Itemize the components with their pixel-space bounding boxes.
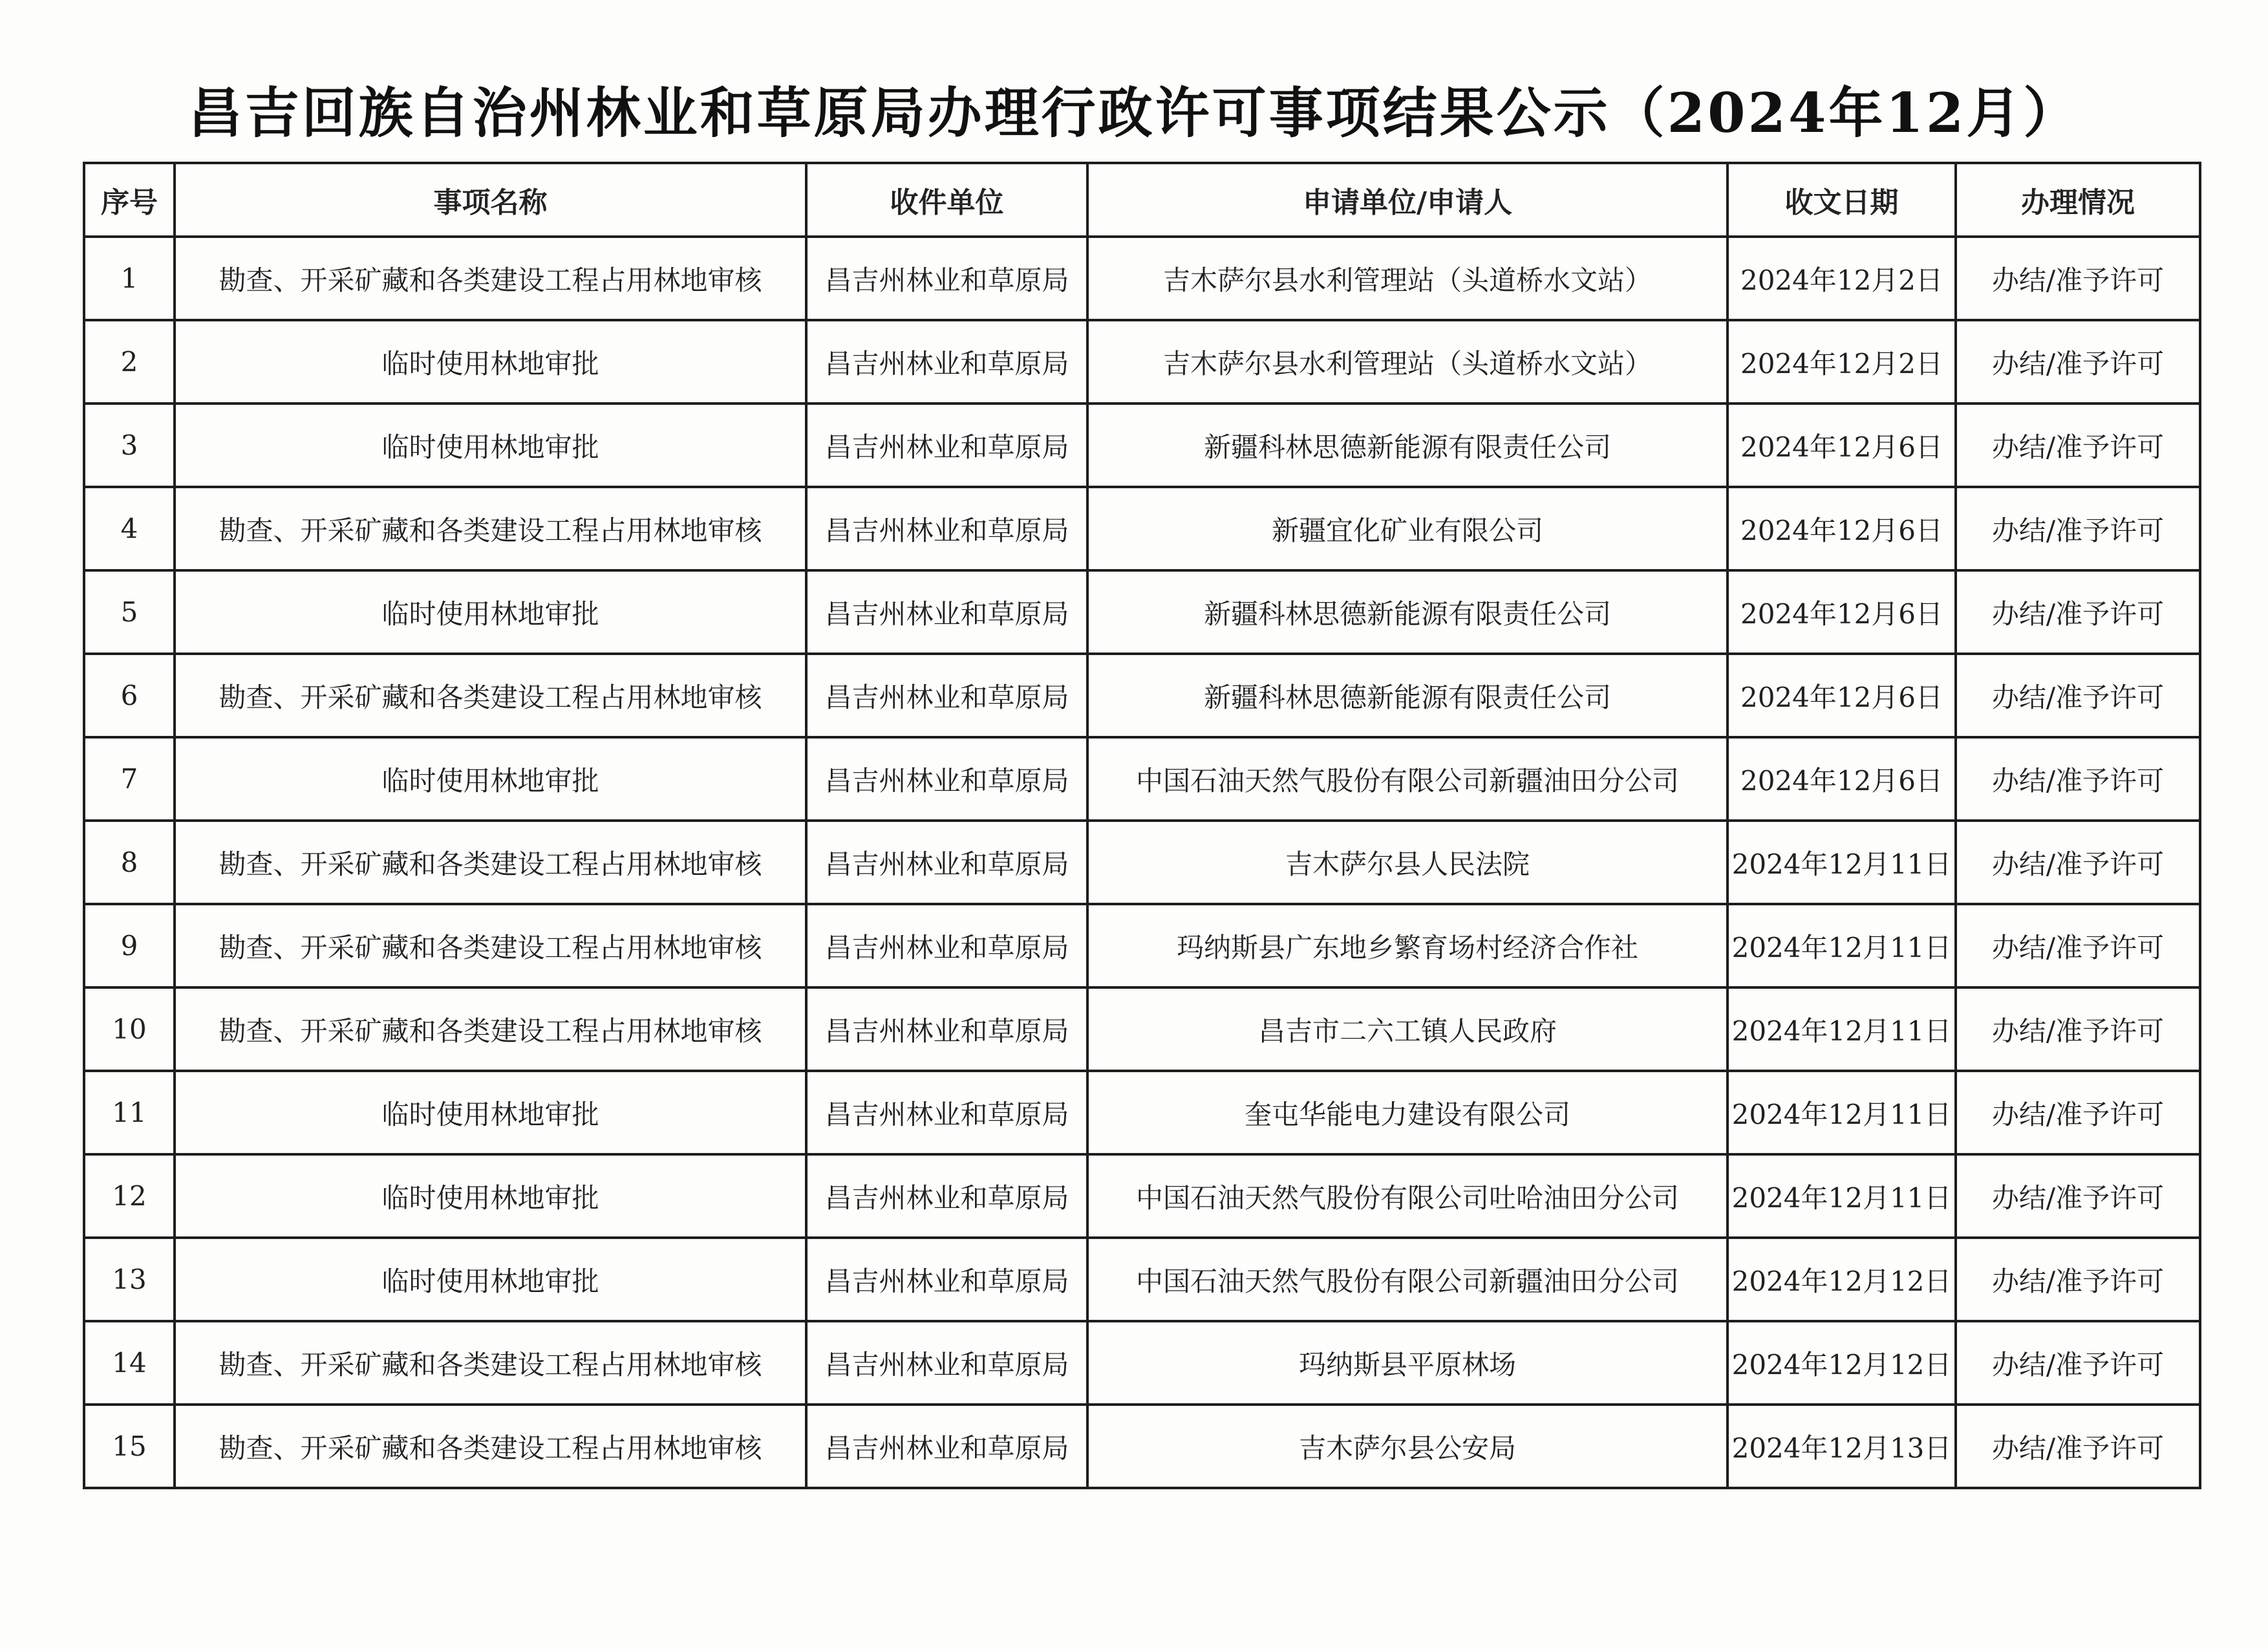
table-body [84, 237, 2200, 1488]
cell-receiver: 昌吉州林业和草原局 [806, 1154, 1087, 1238]
cell-date: 2024年12月6日 [1728, 570, 1956, 654]
table-row [84, 1071, 2200, 1154]
cell-status: 办结/准予许可 [1956, 320, 2200, 404]
cell-seq: 4 [84, 487, 175, 570]
cell-seq: 6 [84, 654, 175, 737]
cell-status: 办结/准予许可 [1956, 487, 2200, 570]
header-applicant: 申请单位/申请人 [1087, 163, 1728, 237]
cell-item-name: 临时使用林地审批 [175, 404, 806, 487]
cell-item-name: 勘查、开采矿藏和各类建设工程占用林地审核 [175, 1321, 806, 1405]
cell-applicant: 玛纳斯县广东地乡繁育场村经济合作社 [1087, 904, 1728, 987]
cell-seq: 13 [84, 1238, 175, 1321]
cell-receiver: 昌吉州林业和草原局 [806, 1321, 1087, 1405]
cell-date: 2024年12月6日 [1728, 487, 1956, 570]
header-item-name: 事项名称 [175, 163, 806, 237]
document-title: 昌吉回族自治州林业和草原局办理行政许可事项结果公示（2024年12月） [187, 81, 2081, 145]
cell-item-name: 勘查、开采矿藏和各类建设工程占用林地审核 [175, 487, 806, 570]
table-row [84, 404, 2200, 487]
cell-receiver: 昌吉州林业和草原局 [806, 1071, 1087, 1154]
cell-applicant: 吉木萨尔县公安局 [1087, 1405, 1728, 1488]
cell-receiver: 昌吉州林业和草原局 [806, 904, 1087, 987]
cell-date: 2024年12月12日 [1728, 1238, 1956, 1321]
cell-applicant: 中国石油天然气股份有限公司新疆油田分公司 [1087, 737, 1728, 821]
cell-applicant: 昌吉市二六工镇人民政府 [1087, 987, 1728, 1071]
table-row [84, 320, 2200, 404]
cell-receiver: 昌吉州林业和草原局 [806, 320, 1087, 404]
cell-item-name: 临时使用林地审批 [175, 570, 806, 654]
cell-applicant: 新疆科林思德新能源有限责任公司 [1087, 570, 1728, 654]
header-seq: 序号 [84, 163, 175, 237]
cell-applicant: 吉木萨尔县水利管理站（头道桥水文站） [1087, 237, 1728, 320]
cell-status: 办结/准予许可 [1956, 1321, 2200, 1405]
table-row [84, 487, 2200, 570]
cell-seq: 15 [84, 1405, 175, 1488]
table-row [84, 1405, 2200, 1488]
cell-seq: 5 [84, 570, 175, 654]
cell-item-name: 勘查、开采矿藏和各类建设工程占用林地审核 [175, 654, 806, 737]
cell-date: 2024年12月11日 [1728, 1071, 1956, 1154]
cell-applicant: 中国石油天然气股份有限公司新疆油田分公司 [1087, 1238, 1728, 1321]
cell-seq: 11 [84, 1071, 175, 1154]
cell-date: 2024年12月11日 [1728, 987, 1956, 1071]
cell-date: 2024年12月11日 [1728, 904, 1956, 987]
table-row [84, 737, 2200, 821]
cell-date: 2024年12月6日 [1728, 654, 1956, 737]
cell-status: 办结/准予许可 [1956, 737, 2200, 821]
header-status: 办理情况 [1956, 163, 2200, 237]
cell-receiver: 昌吉州林业和草原局 [806, 237, 1087, 320]
cell-item-name: 勘查、开采矿藏和各类建设工程占用林地审核 [175, 1405, 806, 1488]
cell-applicant: 奎屯华能电力建设有限公司 [1087, 1071, 1728, 1154]
cell-date: 2024年12月11日 [1728, 821, 1956, 904]
cell-applicant: 新疆科林思德新能源有限责任公司 [1087, 404, 1728, 487]
cell-status: 办结/准予许可 [1956, 570, 2200, 654]
cell-status: 办结/准予许可 [1956, 404, 2200, 487]
cell-item-name: 临时使用林地审批 [175, 1154, 806, 1238]
cell-item-name: 临时使用林地审批 [175, 1238, 806, 1321]
cell-date: 2024年12月2日 [1728, 320, 1956, 404]
header-receiver: 收件单位 [806, 163, 1087, 237]
cell-status: 办结/准予许可 [1956, 987, 2200, 1071]
cell-receiver: 昌吉州林业和草原局 [806, 404, 1087, 487]
cell-status: 办结/准予许可 [1956, 1154, 2200, 1238]
cell-date: 2024年12月13日 [1728, 1405, 1956, 1488]
cell-seq: 8 [84, 821, 175, 904]
cell-applicant: 玛纳斯县平原林场 [1087, 1321, 1728, 1405]
cell-seq: 9 [84, 904, 175, 987]
cell-status: 办结/准予许可 [1956, 1071, 2200, 1154]
cell-status: 办结/准予许可 [1956, 1238, 2200, 1321]
table-row [84, 1154, 2200, 1238]
cell-item-name: 临时使用林地审批 [175, 737, 806, 821]
table-row [84, 987, 2200, 1071]
cell-status: 办结/准予许可 [1956, 904, 2200, 987]
table-row [84, 237, 2200, 320]
cell-seq: 12 [84, 1154, 175, 1238]
cell-date: 2024年12月2日 [1728, 237, 1956, 320]
cell-item-name: 勘查、开采矿藏和各类建设工程占用林地审核 [175, 237, 806, 320]
cell-date: 2024年12月11日 [1728, 1154, 1956, 1238]
table-header-row [84, 163, 2200, 237]
cell-seq: 14 [84, 1321, 175, 1405]
cell-date: 2024年12月6日 [1728, 737, 1956, 821]
table-row [84, 1238, 2200, 1321]
table-row [84, 654, 2200, 737]
cell-receiver: 昌吉州林业和草原局 [806, 737, 1087, 821]
cell-applicant: 吉木萨尔县水利管理站（头道桥水文站） [1087, 320, 1728, 404]
table-row [84, 821, 2200, 904]
cell-date: 2024年12月6日 [1728, 404, 1956, 487]
cell-receiver: 昌吉州林业和草原局 [806, 821, 1087, 904]
cell-item-name: 临时使用林地审批 [175, 1071, 806, 1154]
cell-applicant: 中国石油天然气股份有限公司吐哈油田分公司 [1087, 1154, 1728, 1238]
cell-receiver: 昌吉州林业和草原局 [806, 570, 1087, 654]
cell-seq: 1 [84, 237, 175, 320]
cell-receiver: 昌吉州林业和草原局 [806, 987, 1087, 1071]
cell-seq: 10 [84, 987, 175, 1071]
cell-applicant: 新疆科林思德新能源有限责任公司 [1087, 654, 1728, 737]
cell-date: 2024年12月12日 [1728, 1321, 1956, 1405]
table-row [84, 1321, 2200, 1405]
cell-receiver: 昌吉州林业和草原局 [806, 1405, 1087, 1488]
cell-applicant: 吉木萨尔县人民法院 [1087, 821, 1728, 904]
cell-item-name: 勘查、开采矿藏和各类建设工程占用林地审核 [175, 904, 806, 987]
cell-item-name: 临时使用林地审批 [175, 320, 806, 404]
cell-status: 办结/准予许可 [1956, 237, 2200, 320]
results-table [83, 162, 2201, 1489]
table-row [84, 570, 2200, 654]
cell-status: 办结/准予许可 [1956, 654, 2200, 737]
cell-status: 办结/准予许可 [1956, 1405, 2200, 1488]
cell-item-name: 勘查、开采矿藏和各类建设工程占用林地审核 [175, 987, 806, 1071]
cell-receiver: 昌吉州林业和草原局 [806, 654, 1087, 737]
cell-applicant: 新疆宜化矿业有限公司 [1087, 487, 1728, 570]
cell-receiver: 昌吉州林业和草原局 [806, 487, 1087, 570]
cell-status: 办结/准予许可 [1956, 821, 2200, 904]
header-date: 收文日期 [1728, 163, 1956, 237]
table-row [84, 904, 2200, 987]
cell-receiver: 昌吉州林业和草原局 [806, 1238, 1087, 1321]
cell-seq: 7 [84, 737, 175, 821]
cell-seq: 2 [84, 320, 175, 404]
cell-item-name: 勘查、开采矿藏和各类建设工程占用林地审核 [175, 821, 806, 904]
cell-seq: 3 [84, 404, 175, 487]
